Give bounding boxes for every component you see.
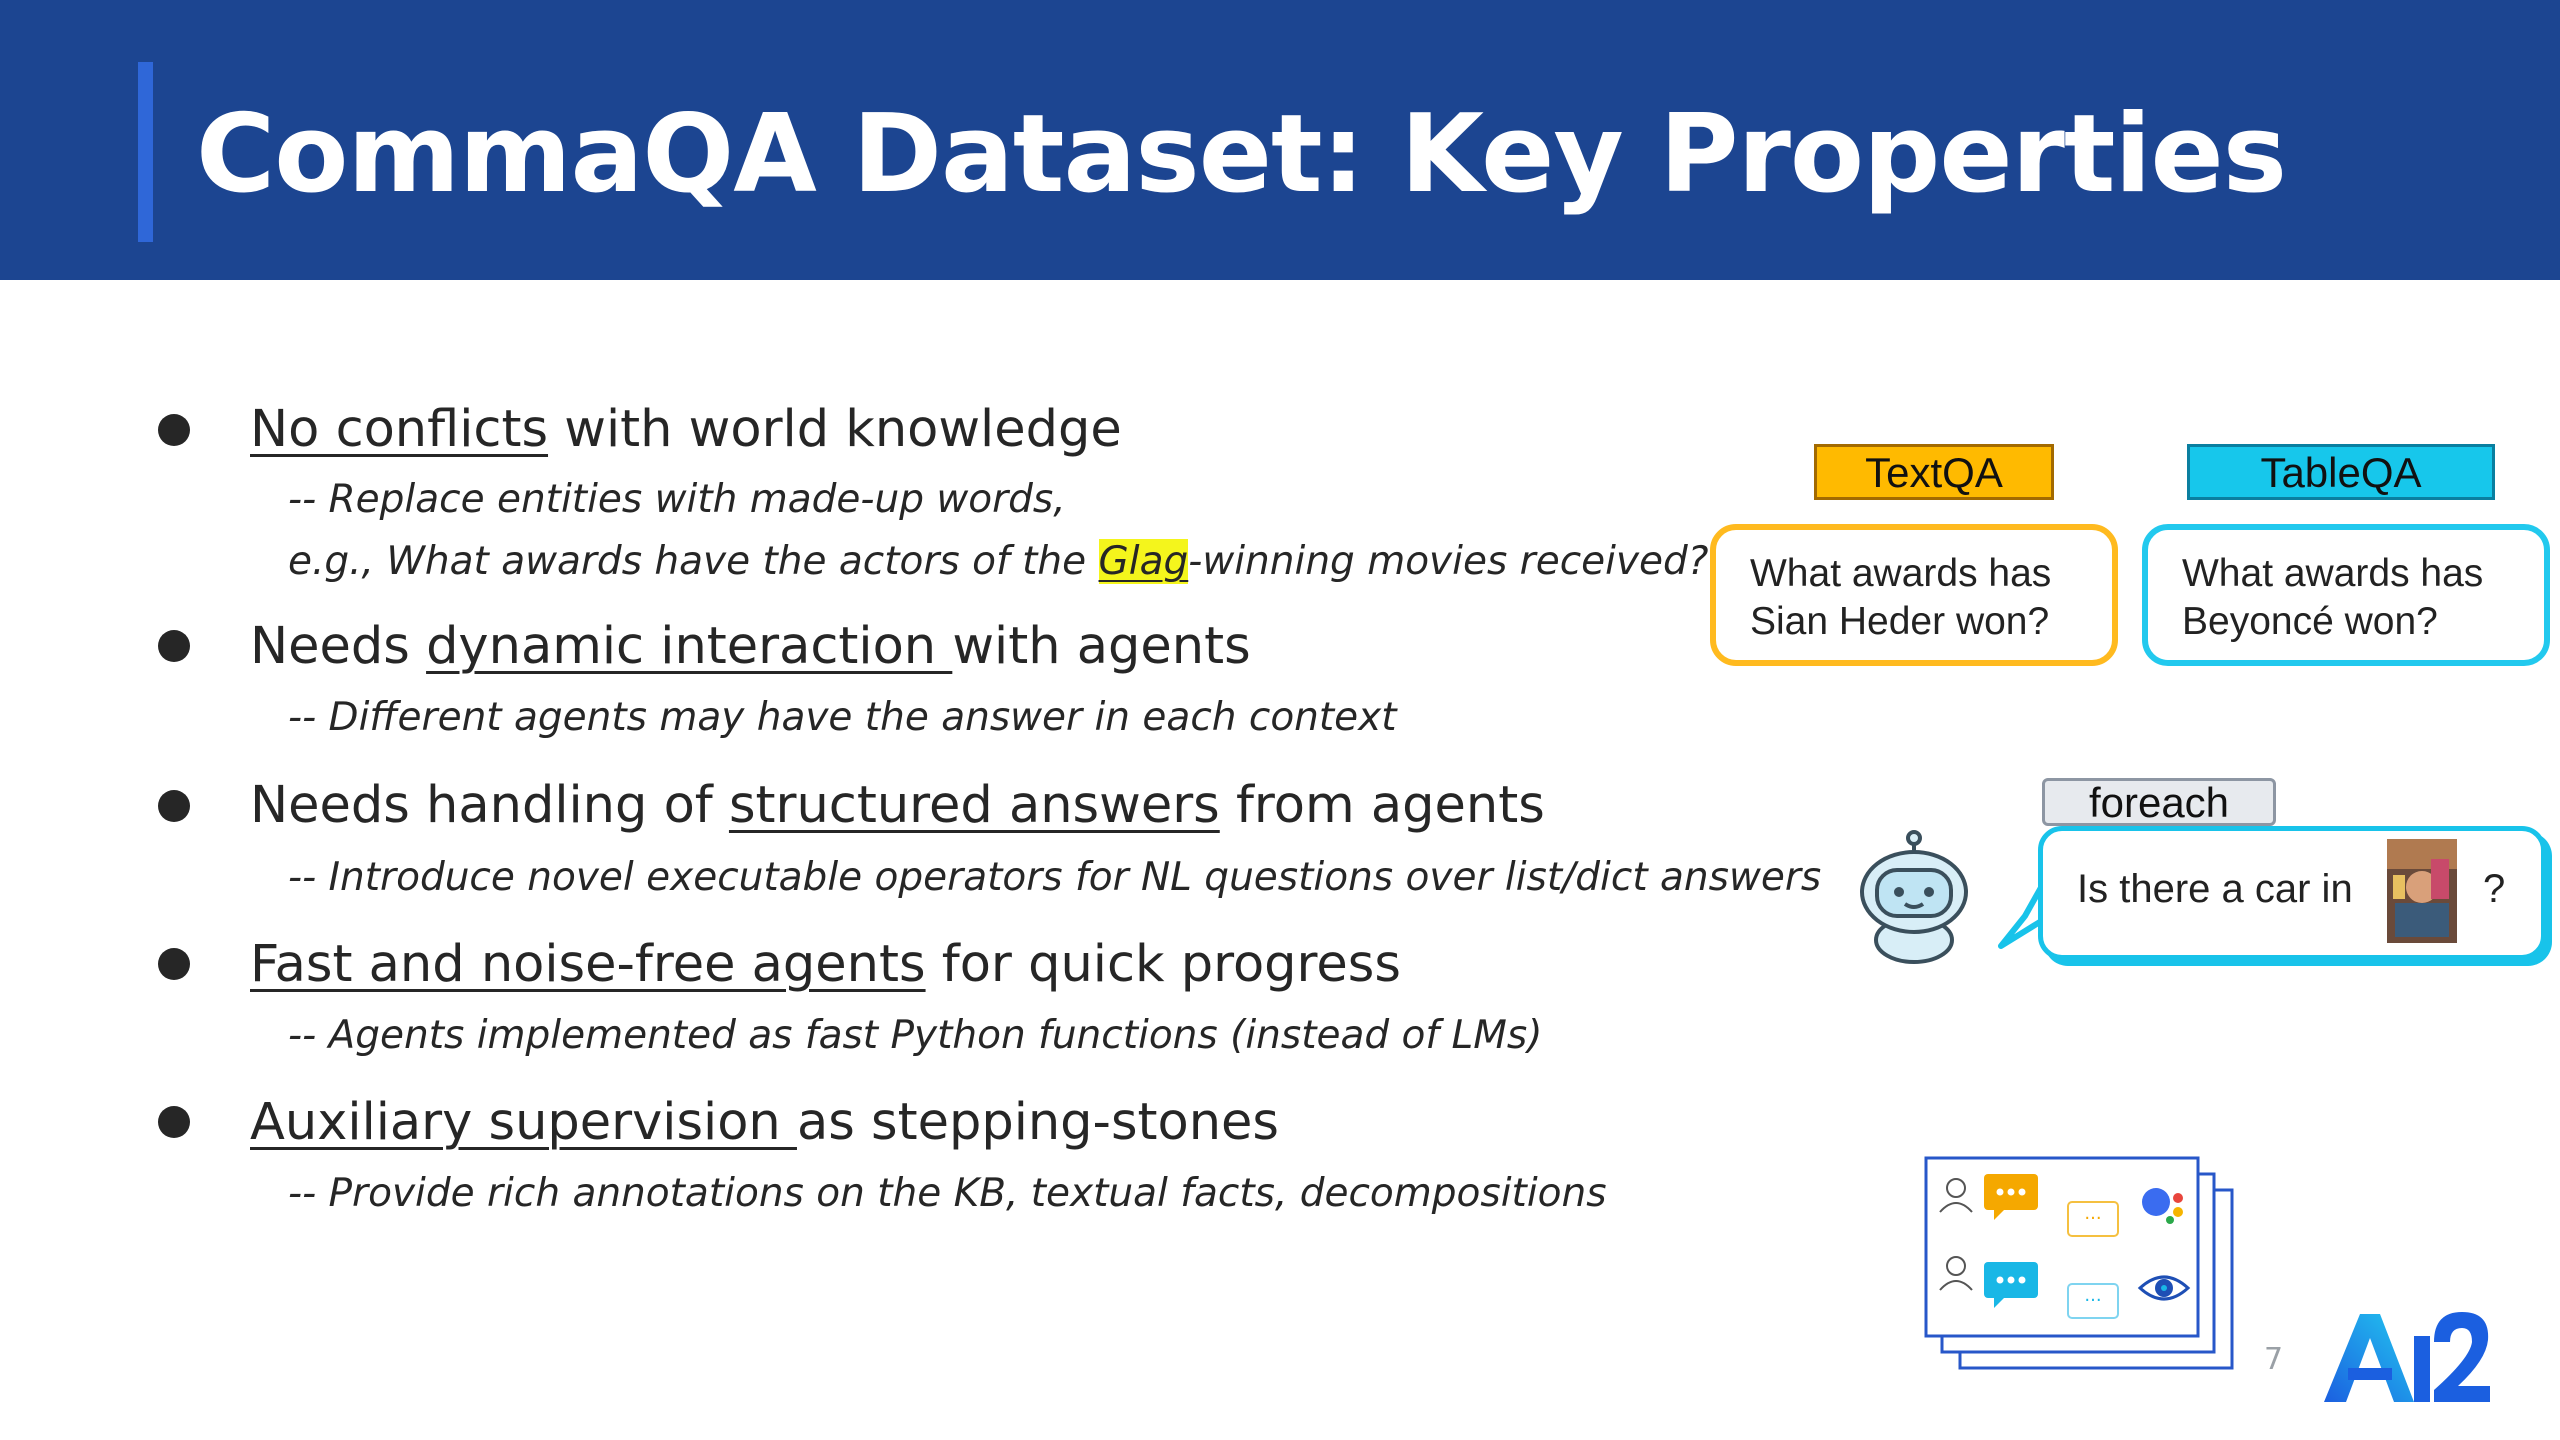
bullet-dot: [158, 790, 190, 822]
bullet-4-text: [250, 935, 1401, 995]
robot-icon: [1855, 830, 1973, 966]
ai2-logo: [2322, 1306, 2492, 1406]
foreach-question-bubble: [2038, 826, 2546, 960]
bullet-5-rest: as stepping-stones: [796, 1093, 1280, 1152]
bullet-3-underlined: structured answers: [728, 776, 1220, 835]
bullet-dot: [158, 948, 190, 980]
svg-text:···: ···: [2084, 1208, 2102, 1229]
slide-header: [0, 0, 2560, 280]
tableqa-label: TableQA: [2187, 444, 2495, 500]
bullet-3-pre: Needs handling of: [250, 776, 729, 835]
bullet-1-underlined: No conflicts: [250, 400, 549, 459]
sub-text-post: -winning movies received?: [1188, 539, 1709, 584]
movie-poster-thumbnail: [2387, 839, 2457, 943]
bullet-dot: [158, 1106, 190, 1138]
bullet-2-pre: Needs: [250, 617, 427, 676]
sub-text-pre: e.g., What awards have the actors of the: [288, 539, 1099, 584]
highlighted-word: Glag: [1098, 539, 1189, 584]
textqa-label: TextQA: [1814, 444, 2054, 500]
bullet-5-sub-1: -- Provide rich annotations on the KB, textual facts, decompositions: [288, 1171, 1607, 1216]
page-number: 7: [2264, 1342, 2284, 1377]
tableqa-question-line1: What awards has: [2182, 552, 2484, 595]
textqa-question-line2: Sian Heder won?: [1750, 600, 2050, 643]
foreach-question-pre: Is there a car in: [2077, 867, 2353, 911]
bullet-1-sub-1: -- Replace entities with made-up words,: [288, 477, 1066, 522]
slide-title: CommaQA Dataset: Key Properties: [196, 92, 2287, 217]
bullet-2-sub-1: -- Different agents may have the answer in each context: [288, 695, 1397, 740]
bullet-2-text: [250, 617, 1251, 677]
bullet-1-sub-2: [288, 538, 1709, 586]
bullet-4-sub-1: -- Agents implemented as fast Python functions (instead of LMs): [288, 1013, 1543, 1058]
textqa-question-line1: What awards has: [1750, 552, 2052, 595]
foreach-question-post: ?: [2483, 867, 2506, 911]
bullet-5-text: [250, 1093, 1279, 1153]
svg-text:···: ···: [2084, 1290, 2102, 1311]
bullet-1-rest: with world knowledge: [548, 400, 1122, 459]
bullet-1-text: [250, 400, 1122, 460]
bullet-2-underlined: dynamic interaction: [426, 617, 953, 676]
bullet-3-text: [250, 776, 1545, 836]
foreach-label: foreach: [2042, 778, 2276, 826]
header-accent-bar: [138, 62, 153, 242]
bullet-3-rest: from agents: [1219, 776, 1545, 835]
bullet-2-rest: with agents: [952, 617, 1251, 676]
agents-chat-icon: [1924, 1154, 2240, 1376]
bullet-dot: [158, 414, 190, 446]
bullet-3-sub-1: -- Introduce novel executable operators for NL questions over list/dict answers: [288, 855, 1822, 900]
tableqa-question-box: [2142, 524, 2550, 666]
bullet-dot: [158, 630, 190, 662]
bullet-4-rest: for quick progress: [925, 935, 1401, 994]
tableqa-question-line2: Beyoncé won?: [2182, 600, 2438, 643]
bullet-4-underlined: Fast and noise-free agents: [250, 935, 926, 994]
textqa-question-box: [1710, 524, 2118, 666]
bullet-5-underlined: Auxiliary supervision: [250, 1093, 797, 1152]
